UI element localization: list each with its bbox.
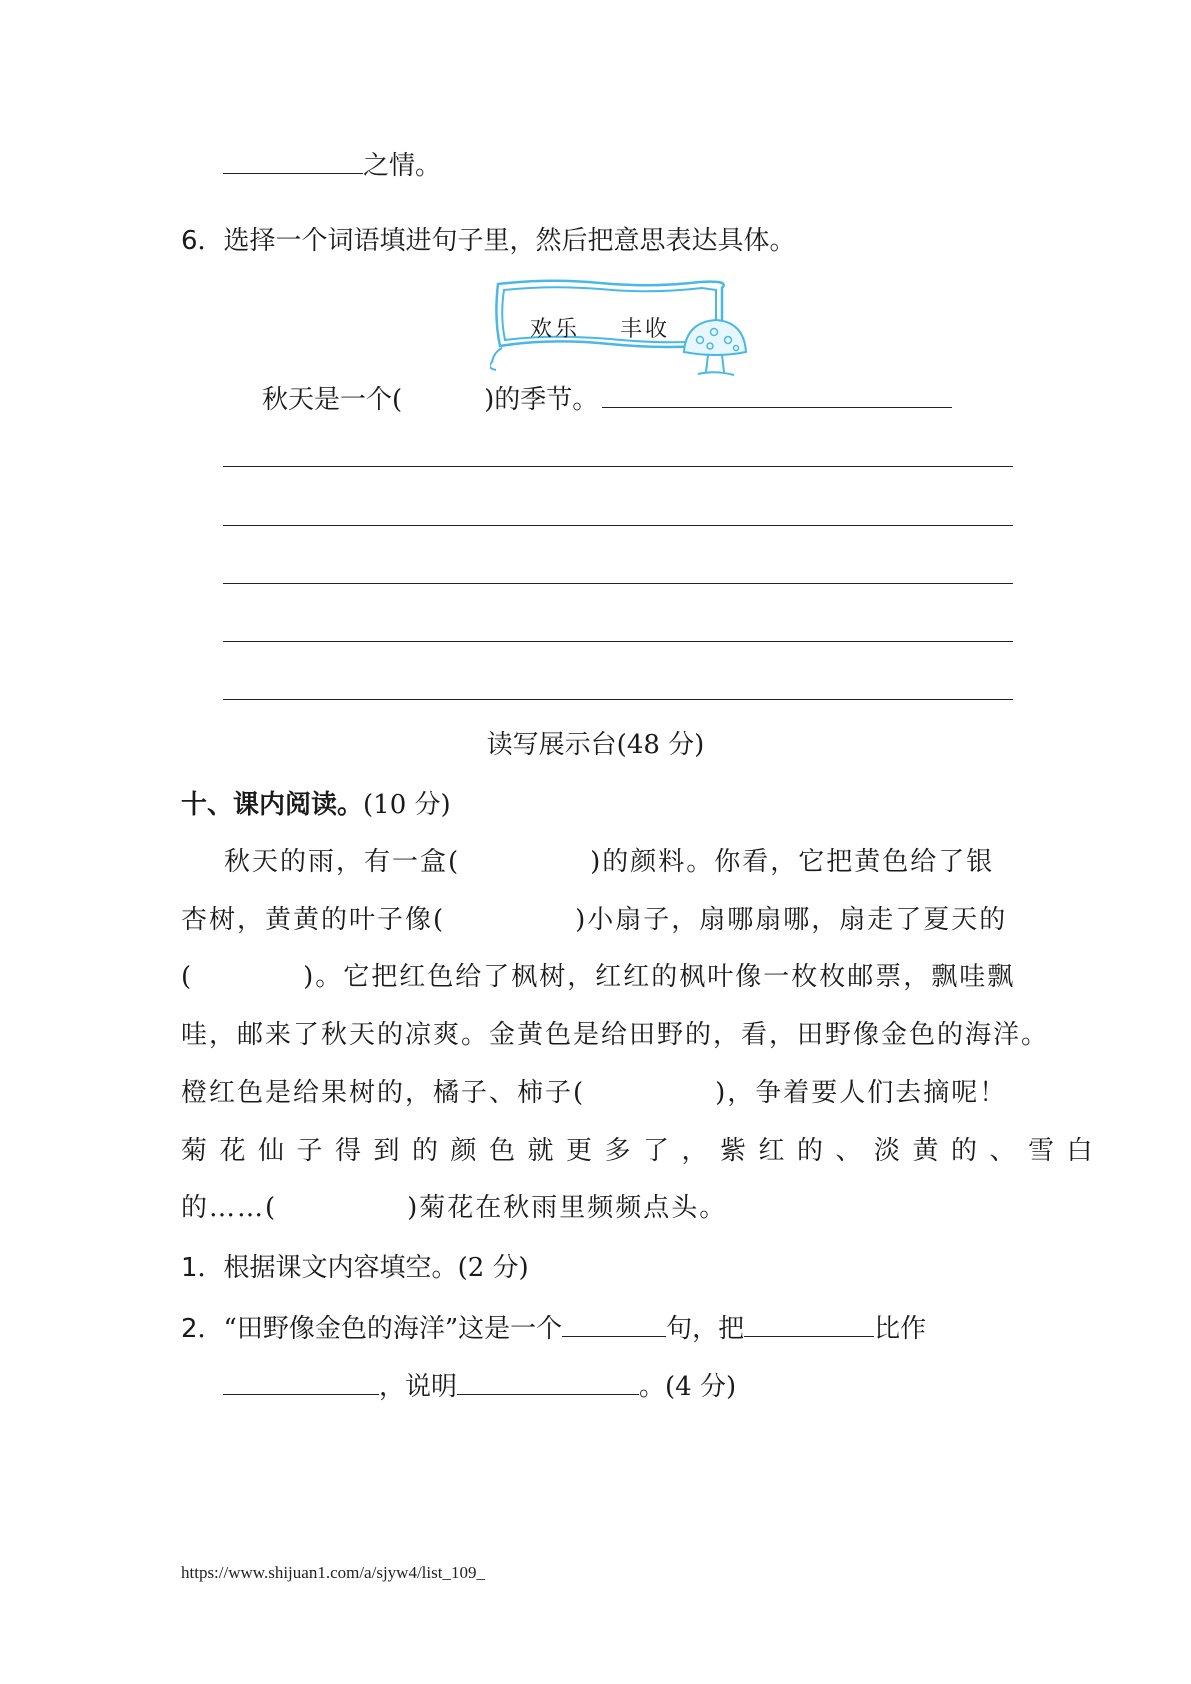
question-number: 1． [181,1253,224,1283]
passage-line-6 [181,1131,1106,1171]
answer-blank[interactable] [223,143,363,174]
sentence-prefix: 秋天是一个( [262,385,403,415]
answer-blank[interactable] [223,1364,379,1395]
q2 [181,1306,926,1349]
answer-blank[interactable] [562,1306,666,1337]
word-option-1: 欢乐 [530,317,581,342]
question-score: (4 分) [665,1372,737,1402]
question-text: “田野像金色的海洋”这是一个 [223,1314,563,1344]
question-text: 比作 [874,1314,927,1344]
section-title [0,725,1191,765]
part10-heading [181,785,451,825]
passage-text: )。它把红色给了枫树，红红的枫叶像一枚枚邮票，飘哇飘 [303,962,1016,992]
q1 [181,1248,529,1288]
passage-line-7 [181,1188,1015,1228]
answer-line-1[interactable] [223,466,1013,467]
footer-url[interactable]: https://www.shijuan1.com/a/sjyw4/list_109_ [181,1563,485,1582]
passage-text: )，争着要人们去摘呢！ [715,1078,1008,1108]
passage-line-4 [181,1015,1050,1055]
q6-sentence [262,377,952,420]
passage-line-1 [181,842,1015,882]
passage-text: 哇，邮来了秋天的凉爽。金黄色是给田野的，看，田野像金色的海洋。 [181,1020,1050,1050]
answer-line-2[interactable] [223,525,1013,526]
section-title-text: 读写展示台(48 分) [486,730,705,760]
question-text: 。 [639,1372,666,1402]
passage-text: )菊花在秋雨里频频点头。 [407,1193,728,1223]
passage-text: 杏树，黄黄的叶子像( [181,905,446,935]
question-text: 选择一个词语填进句子里，然后把意思表达具体。 [223,226,796,256]
question-text: 句，把 [666,1314,745,1344]
passage-text: 秋天的雨，有一盒( [224,847,461,877]
passage-text: 菊花仙子得到的颜色就更多了，紫红的、淡黄的、雪白 [181,1136,1106,1166]
heading-text: 十、课内阅读。 [181,790,364,820]
q5-answer-line [223,143,441,186]
answer-blank[interactable] [602,377,952,408]
passage-text: )小扇子，扇哪扇哪，扇走了夏天的 [575,905,1008,935]
passage-text: ( [181,962,194,992]
question-number: 6． [181,226,224,256]
passage-text: 橙红色是给果树的，橘子、柿子( [181,1078,586,1108]
passage-line-3 [181,957,1015,997]
question-text: 根据课文内容填空。 [223,1253,458,1283]
passage-line-2 [181,900,1015,940]
question-score: (2 分) [457,1253,529,1283]
answer-blank[interactable] [457,1364,639,1395]
mushroom-icon [680,318,750,382]
sentence-suffix: )的季节。 [484,385,599,415]
word-box [490,278,770,378]
q2-continued [223,1364,736,1407]
question-number: 2． [181,1314,224,1344]
question-text: ，说明 [379,1372,458,1402]
heading-score: (10 分) [363,790,451,820]
passage-text: )的颜料。你看，它把黄色给了银 [590,847,995,877]
q5-suffix: 之情。 [363,151,442,181]
q6-prompt [181,221,796,261]
answer-line-4[interactable] [223,641,1013,642]
passage-text: 的……( [181,1193,278,1223]
answer-line-5[interactable] [223,699,1013,700]
answer-line-3[interactable] [223,583,1013,584]
answer-blank[interactable] [744,1306,874,1337]
word-option-2: 丰收 [620,317,671,342]
passage-line-5 [181,1073,1015,1113]
